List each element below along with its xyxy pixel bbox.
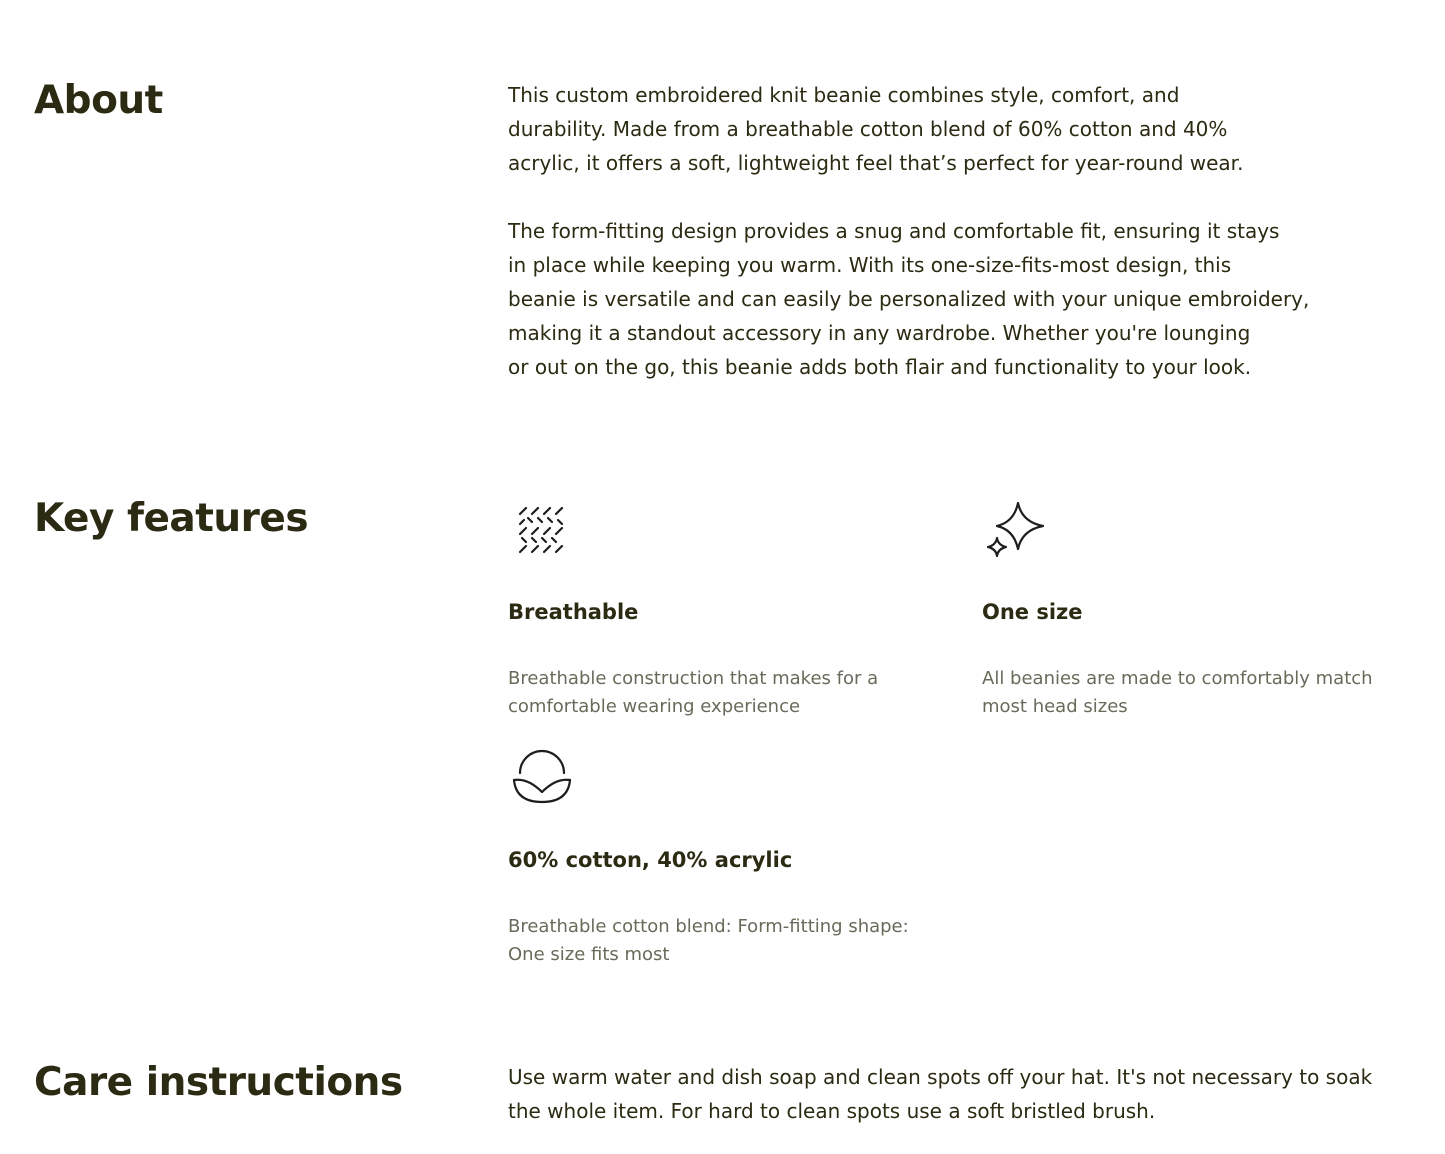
feature-desc-line: Breathable cotton blend: Form-fitting shape:	[508, 916, 909, 937]
feature-desc-line: Breathable construction that makes for a	[508, 668, 879, 689]
about-p1-line: This custom embroidered knit beanie combines style, comfort, and	[508, 83, 1180, 107]
care-line: the whole item. For hard to clean spots use a soft bristled brush.	[508, 1099, 1156, 1123]
about-p2-line: beanie is versatile and can easily be personalized with your unique embroidery,	[508, 287, 1310, 311]
feature-desc-line: All beanies are made to comfortably match	[982, 668, 1373, 689]
about-p2-line: The form-fitting design provides a snug and comfortable fit, ensuring it stays	[508, 219, 1280, 243]
care-text	[508, 1060, 1372, 1128]
feature-desc-line: most head sizes	[982, 696, 1128, 717]
feature-title: Breathable	[508, 600, 639, 624]
key-features-heading: Key features	[34, 496, 309, 541]
about-p2-line: or out on the go, this beanie adds both flair and functionality to your look.	[508, 355, 1252, 379]
about-p2-line: making it a standout accessory in any wardrobe. Whether you're lounging	[508, 321, 1251, 345]
about-heading: About	[34, 78, 163, 123]
care-line: Use warm water and dish soap and clean spots off your hat. It's not necessary to soak	[508, 1065, 1373, 1089]
about-p1-line: acrylic, it offers a soft, lightweight feel that’s perfect for year-round wear.	[508, 151, 1244, 175]
feature-desc-line: One size fits most	[508, 944, 670, 965]
feature-desc-line: comfortable wearing experience	[508, 696, 801, 717]
feature-title: 60% cotton, 40% acrylic	[508, 848, 793, 872]
care-heading: Care instructions	[34, 1060, 403, 1105]
about-p1-line: durability. Made from a breathable cotton blend of 60% cotton and 40%	[508, 117, 1228, 141]
about-p2-line: in place while keeping you warm. With its one-size-fits-most design, this	[508, 253, 1232, 277]
feature-title: One size	[982, 600, 1083, 624]
